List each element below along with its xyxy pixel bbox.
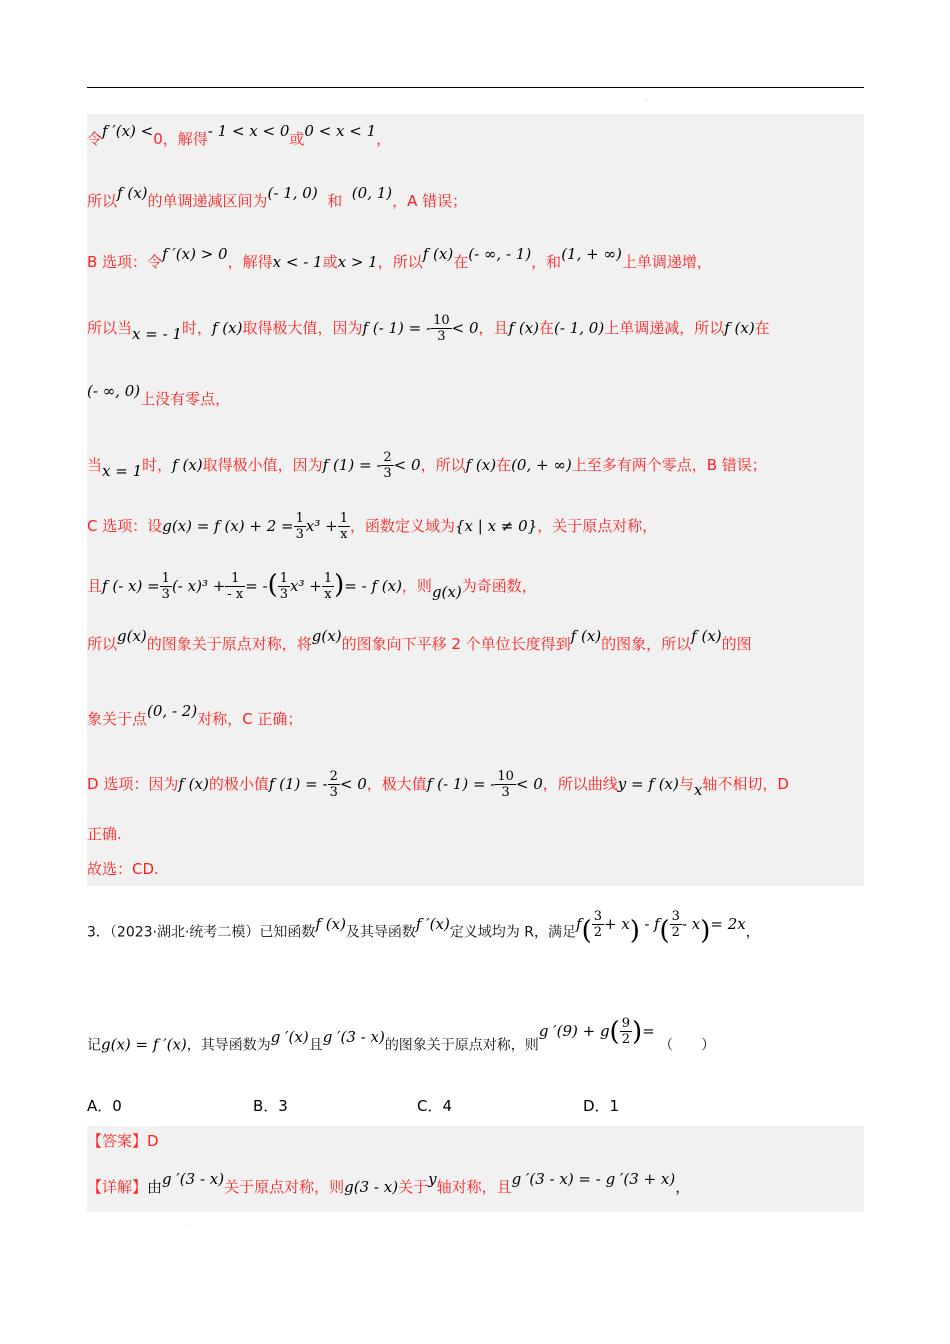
sol-line-6: 当x = 1时，f (x)取得极小值，因为f (1) = - $\frac{2}{3}$ < 0，所以f (x)在(0, + ∞)上至多有两个零点，B 错误； xyxy=(87,450,767,481)
sol-line-3: B 选项：令f ′(x) > 0，解得x < - 1或x > 1，所以f (x)在(- ∞, - 1)，和(1, + ∞)上单调递增， xyxy=(87,245,712,271)
answer-label: 【答案】 xyxy=(87,1132,148,1150)
option-a[interactable]: A．0 xyxy=(87,1097,122,1115)
detail-label: 【详解】 xyxy=(87,1178,148,1196)
sol-line-1: 令f ′(x) <0，解得- 1 < x < 0或0 < x < 1， xyxy=(87,122,392,148)
sol-line-11: D 选项：因为f (x)的极小值f (1) = - $\frac{2}{3}$ < 0，极大值f (- 1) = - $\frac{10}{3}$ < 0，所以曲线y = f (x)与x轴不相切，D xyxy=(87,769,789,800)
detail-line: 【详解】由g ′(3 - x)关于原点对称，则g(3 - x)关于y轴对称，且g ′(3 - x) = - g ′(3 + x)， xyxy=(87,1170,691,1196)
option-c[interactable]: C．4 xyxy=(417,1097,453,1115)
option-d[interactable]: D．1 xyxy=(583,1097,620,1115)
header-rule xyxy=(87,87,864,88)
sol-line-5: (- ∞, 0)上没有零点， xyxy=(87,382,231,408)
option-b[interactable]: B．3 xyxy=(253,1097,288,1115)
sol-line-12: 正确. xyxy=(87,825,122,843)
answer-line xyxy=(87,1130,159,1151)
question-3-line-2: 记g(x) = f ′(x)，其导函数为g ′(x)且g ′(3 - x)的图象关于原点对称，则g ′(9) + g( $\frac{9}{2}$ )= （ ） xyxy=(87,1016,716,1054)
dot-mark-bottom: · xyxy=(186,1222,188,1229)
sol-line-9: 所以g(x)的图象关于原点对称，将g(x)的图象向下平移 2 个单位长度得到f (x)的图象，所以f (x)的图 xyxy=(87,627,752,653)
question-3-line-1: 3．（2023·湖北·统考二模）已知函数f (x)及其导函数f ′(x)定义域均为 R，满足f( $\frac{3}{2}$ + x) - f( $\frac{3}{2}$ - x)= 2x， xyxy=(87,909,760,946)
answer-value: D xyxy=(147,1132,159,1150)
dot-mark: · xyxy=(646,97,648,104)
sol-line-4: 所以当x = - 1时，f (x)取得极大值，因为f (- 1) = - $\frac{10}{3}$ < 0，且f (x)在(- 1, 0)上单调递减，所以f (x)在 xyxy=(87,313,770,344)
sol-line-10: 象关于点(0, - 2)对称，C 正确； xyxy=(87,702,303,728)
sol-line-7: C 选项：设g(x) = f (x) + 2 = $\frac{1}{3}$ x³ + $\frac{1}{x}$ ，函数定义域为{x | x ≠ 0}，关于原点对称， xyxy=(87,511,658,542)
answer-shade xyxy=(87,1126,864,1212)
sol-line-8: 且f (- x) = $\frac{1}{3}$ (- x)³ + $\frac{1}{- x}$ = -( $\frac{1}{3}$ x³ + $\frac{1}{x}$ )= - f (x)，则g(x)为奇函数， xyxy=(87,569,537,602)
sol-line-13: 故选：CD. xyxy=(87,860,159,878)
sol-line-2: 所以f (x)的单调递减区间为(- 1, 0) 和 (0, 1)，A 错误； xyxy=(87,184,468,210)
